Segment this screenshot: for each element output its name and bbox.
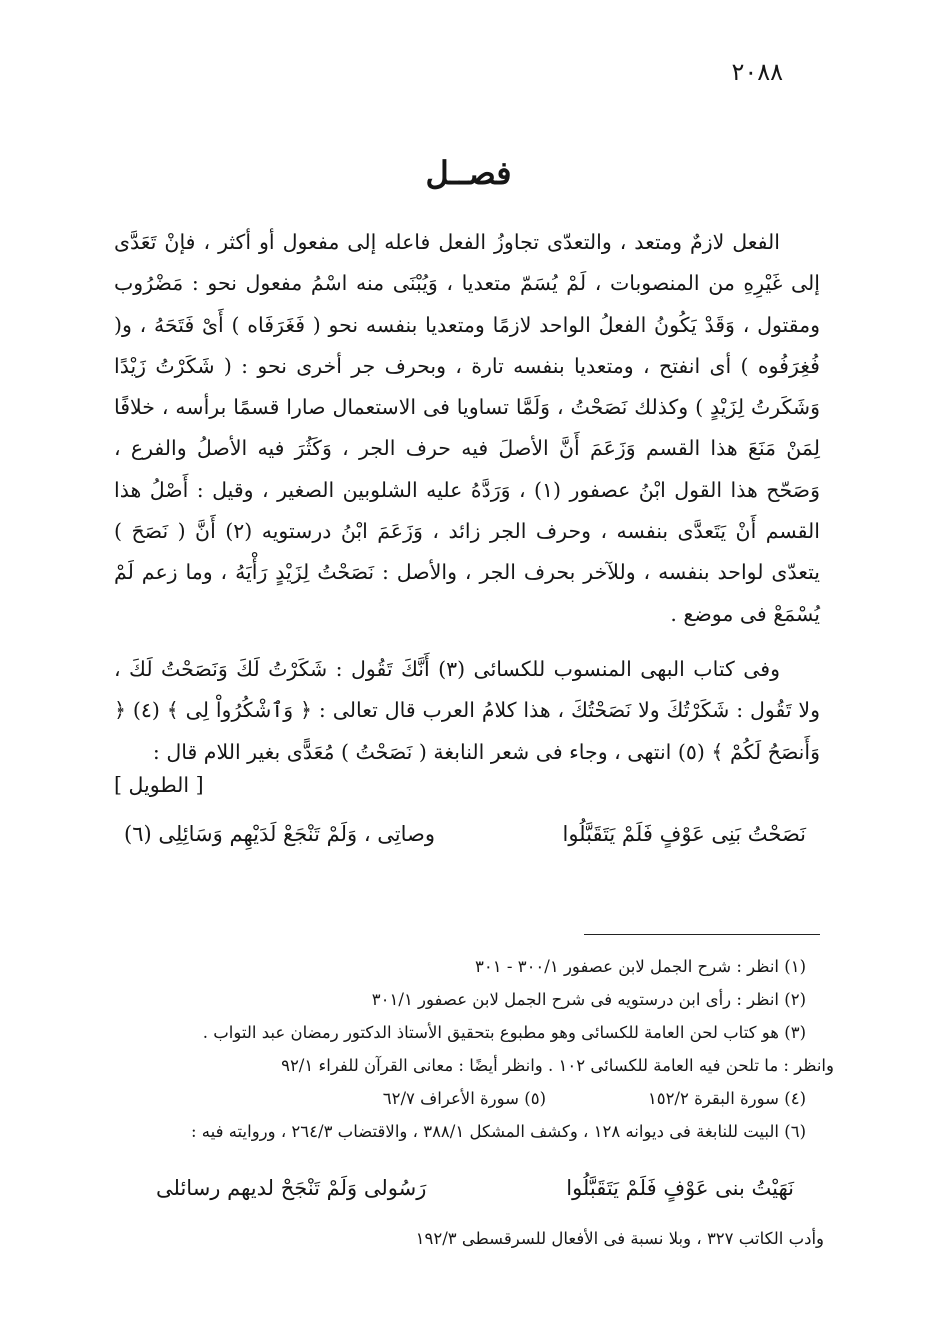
section-title: فصــل (425, 154, 512, 192)
paragraph-1: الفعل لازمٌ ومتعد ، والتعدّى تجاوزُ الفعل فاعله إلى مفعول أو أكثر ، فإنْ تَعَدَّى إلى غَيْرِهِ من المنصوبات ، لَمْ يُسَمّ متعديا ، وَيُبْنَى منه اسْمُ مفعول نحو : مَضْرُوب ومقتول ، وَقَدْ يَكُونُ الفعلُ الواحد لازمًا ومتعديا بنفسه نحو ( فَغَرَفَاه ) أَىْ فَتَحَهُ ، و( فُغِرَفُوه ) أى انفتح ، ومتعديا بنفسه تارة ، وبحرف جر أخرى نحو : ( شَكَرْتُ زَيْدًا وَشَكَرتُ لِزَيْدٍ ) وكذلك نَصَحْتُ ، وَلَمَّا تساويا فى الاستعمال صارا قسمًا برأسه ، خلافًا لِمَنْ مَنَعَ هذا القسم وَزَعَمَ أَنَّ الأصلَ فيه حرف الجر ، وَكَثُرَ فيه الأصلُ والفرع ، وَصَحّح هذا القول ابْنُ عصفور (١) ، وَرَدَّهُ عليه الشلوبين الصغير ، وقيل : أَصْلُ هذا القسم أَنْ يَتَعدَّى بنفسه ، وحرف الجر زائد ، وَزَعَمَ ابْنُ درستويه (٢) أَنَّ ( نَصَحَ ) يتعدّى لواحد بنفسه ، وللآخر بحرف الجر ، والأصل : نَصَحْتُ لِزَيْدٍ رَأْيَهُ ، وما زعم لَمْ يُسْمَعْ فى موضع . (114, 230, 820, 626)
footnote-4: (٤) سورة البقرة ١٥٢/٢ (647, 1089, 806, 1108)
footnote-2: (٢) انظر : رأى ابن درستويه فى شرح الجمل لابن عصفور ٣٠١/١ (371, 990, 806, 1009)
verse-first-hemistich: نَصَحْتُ بَنِى عَوْفٍ فَلَمْ يَتَقَبَّلُوا (562, 821, 806, 846)
footnote-3: (٣) هو كتاب لحن العامة للكسائى وهو مطبوع بتحقيق الأستاذ الدكتور رمضان عبد التواب . (202, 1023, 806, 1042)
footnote-6: (٦) البيت للنابغة فى ديوانه ١٢٨ ، وكشف المشكل ٣٨٨/١ ، والاقتضاب ٢٦٤/٣ ، وروايته فيه : (190, 1122, 806, 1141)
footnote-verse (116, 1160, 824, 1216)
footnote-verse-first: نَهَيْتُ بنى عَوْفٍ فَلَمْ يَتَقَبَّلُوا (566, 1176, 794, 1200)
poem-verse (114, 813, 820, 855)
page-number: ٢٠٨٨ (731, 58, 783, 86)
footnote-4-5 (116, 1082, 824, 1115)
footnote-5: (٥) سورة الأعراف ٦٢/٧ (382, 1089, 546, 1108)
meter-name: الطويل (128, 772, 190, 797)
footnote-1: (١) انظر : شرح الجمل لابن عصفور ٣٠٠/١ - ٣٠١ (475, 957, 806, 976)
verse-second-hemistich: وصاتِى ، وَلَمْ تَنْجَعْ لَدَيْهِم وَسَائِلِى (٦) (124, 821, 436, 846)
paragraph-2: وفى كتاب البهى المنسوب للكسائى (٣) أَنَّكَ تَقُول : شَكَرْتُ لَكَ وَنَصَحْتُ لَكَ ، ولا تَقُول : شَكَرْتُكَ ولا نَصَحْتُكَ ، هذا كلامُ العرب قال تعالى : ﴿ وَٱشْكُرُواْ لِى ﴾ (٤) ﴿ وَأَنصَحُ لَكُمْ ﴾ (٥) انتهى ، وجاء فى شعر النابغة ( نَصَحْتُ ) مُعَدًّى بغير اللام قال : (114, 656, 820, 764)
meter-label: [ الطويل ] (114, 772, 204, 797)
meter-row (114, 773, 820, 813)
footnote-verse-second: رَسُولى وَلَمْ تَنْجَحْ لديهم رسائلى (156, 1176, 427, 1200)
footnote-divider (584, 934, 820, 935)
footnotes (116, 950, 834, 1255)
footnote-3-continuation: وانظر : ما تلحن فيه العامة للكسائى ١٠٢ . وانظر أيضًا : معانى القرآن للفراء ٩٢/١ (281, 1056, 834, 1075)
footnote-6-continuation: وأدب الكاتب ٣٢٧ ، وبلا نسبة فى الأفعال للسرقسطى ١٩٢/٣ (415, 1229, 824, 1248)
main-text (114, 222, 820, 855)
